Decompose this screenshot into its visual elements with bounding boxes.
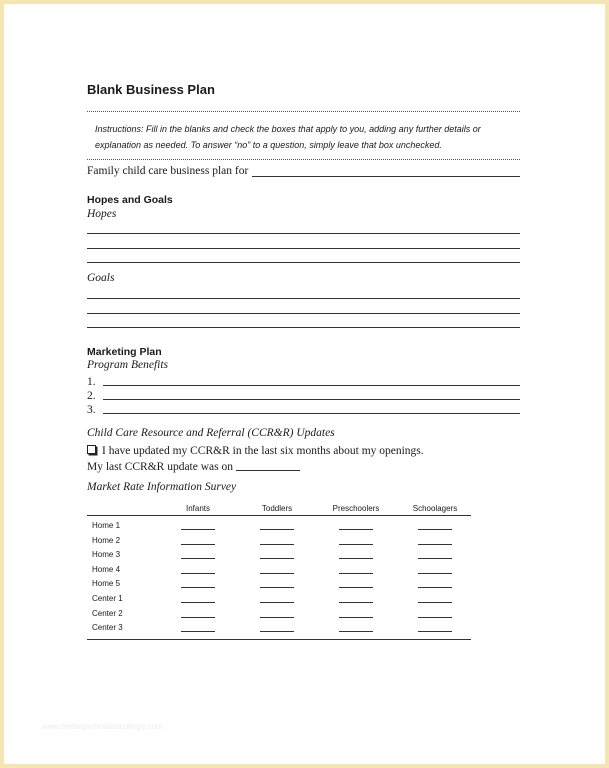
survey-row-label: Home 1 <box>92 521 121 530</box>
survey-cell-blank[interactable] <box>260 617 294 618</box>
survey-cell-blank[interactable] <box>339 529 373 530</box>
hopes-line-1[interactable] <box>87 233 520 234</box>
survey-bottom-rule <box>87 639 471 640</box>
survey-cell-blank[interactable] <box>339 558 373 559</box>
survey-cell-blank[interactable] <box>418 602 452 603</box>
ccrr-checkbox-row <box>87 445 424 457</box>
survey-cell-blank[interactable] <box>181 558 215 559</box>
survey-cell-blank[interactable] <box>181 529 215 530</box>
table-row <box>87 621 471 635</box>
benefit-row-3 <box>87 402 520 416</box>
survey-cell-blank[interactable] <box>339 573 373 574</box>
survey-cell-blank[interactable] <box>418 617 452 618</box>
business-plan-for-label: Family child care business plan for <box>87 165 249 177</box>
hopes-line-2[interactable] <box>87 248 520 249</box>
survey-col-schoolagers: Schoolagers <box>412 504 458 513</box>
benefit-blank-1[interactable] <box>103 374 520 386</box>
survey-cell-blank[interactable] <box>181 573 215 574</box>
table-row <box>87 592 471 606</box>
survey-cell-blank[interactable] <box>418 558 452 559</box>
survey-row-label: Home 4 <box>92 564 121 574</box>
survey-cell-blank[interactable] <box>339 587 373 588</box>
benefit-blank-3[interactable] <box>103 402 520 414</box>
survey-header-row <box>87 501 471 516</box>
checkbox-icon[interactable] <box>87 445 96 454</box>
survey-col-preschoolers: Preschoolers <box>332 504 380 513</box>
marketing-plan-heading: Marketing Plan <box>87 346 162 358</box>
benefit-row-2 <box>87 388 520 402</box>
survey-cell-blank[interactable] <box>339 544 373 545</box>
survey-cell-blank[interactable] <box>181 602 215 603</box>
benefit-number-2: 2. <box>87 390 96 402</box>
survey-cell-blank[interactable] <box>418 631 452 632</box>
hopes-goals-heading: Hopes and Goals <box>87 194 173 206</box>
survey-row-label: Home 5 <box>92 579 121 589</box>
survey-heading: Market Rate Information Survey <box>87 481 237 493</box>
benefit-number-1: 1. <box>87 376 96 388</box>
survey-cell-blank[interactable] <box>339 631 373 632</box>
instructions-text: Instructions: Fill in the blanks and check the boxes that apply to you, adding any further details or explanation as needed. To answer “no” to a question, simply leave that box unchecked. <box>95 124 481 150</box>
goals-label: Goals <box>87 272 115 284</box>
document-page <box>4 4 605 764</box>
ccrr-last-update-label: My last CCR&R update was on <box>87 461 233 473</box>
survey-cell-blank[interactable] <box>181 544 215 545</box>
table-row <box>87 607 471 621</box>
goals-line-2[interactable] <box>87 313 520 314</box>
table-row <box>87 563 471 577</box>
benefit-row-1 <box>87 374 520 388</box>
survey-cell-blank[interactable] <box>260 631 294 632</box>
survey-row-label: Home 2 <box>92 535 121 545</box>
business-plan-for-row <box>87 164 520 177</box>
survey-cell-blank[interactable] <box>181 631 215 632</box>
survey-cell-blank[interactable] <box>260 544 294 545</box>
survey-cell-blank[interactable] <box>260 529 294 530</box>
ccrr-last-update-row <box>87 460 300 473</box>
survey-row-label: Center 1 <box>92 594 123 603</box>
survey-cell-blank[interactable] <box>181 617 215 618</box>
survey-cell-blank[interactable] <box>418 587 452 588</box>
survey-cell-blank[interactable] <box>260 602 294 603</box>
benefit-number-3: 3. <box>87 404 96 416</box>
survey-cell-blank[interactable] <box>339 617 373 618</box>
page-title: Blank Business Plan <box>87 82 215 97</box>
table-row <box>87 577 471 591</box>
business-name-blank[interactable] <box>252 164 520 177</box>
dotted-divider-top <box>87 111 520 112</box>
survey-row-label: Home 3 <box>92 550 121 560</box>
goals-line-3[interactable] <box>87 327 520 328</box>
survey-row-label: Center 3 <box>92 623 123 633</box>
survey-col-infants: Infants <box>185 504 210 513</box>
table-row <box>87 548 471 562</box>
goals-line-1[interactable] <box>87 298 520 299</box>
survey-cell-blank[interactable] <box>418 529 452 530</box>
survey-cell-blank[interactable] <box>260 558 294 559</box>
hopes-label: Hopes <box>87 208 117 220</box>
table-row <box>87 534 471 548</box>
benefit-blank-2[interactable] <box>103 388 520 400</box>
program-benefits-label: Program Benefits <box>87 359 169 371</box>
survey-cell-blank[interactable] <box>418 573 452 574</box>
hopes-line-3[interactable] <box>87 262 520 263</box>
survey-cell-blank[interactable] <box>260 587 294 588</box>
survey-cell-blank[interactable] <box>339 602 373 603</box>
survey-cell-blank[interactable] <box>260 573 294 574</box>
dotted-divider-bottom <box>87 159 520 160</box>
ccrr-heading: Child Care Resource and Referral (CCR&R) Updates <box>87 427 335 439</box>
ccrr-last-update-blank[interactable] <box>236 460 300 471</box>
survey-cell-blank[interactable] <box>181 587 215 588</box>
survey-row-label: Center 2 <box>92 608 123 618</box>
ccrr-checkbox-text: I have updated my CCR&R in the last six months about my openings. <box>102 445 424 457</box>
survey-col-toddlers: Toddlers <box>261 504 293 513</box>
survey-cell-blank[interactable] <box>418 544 452 545</box>
watermark-text: www.heritagechristiancollege.com <box>42 722 163 731</box>
table-row <box>87 519 471 533</box>
